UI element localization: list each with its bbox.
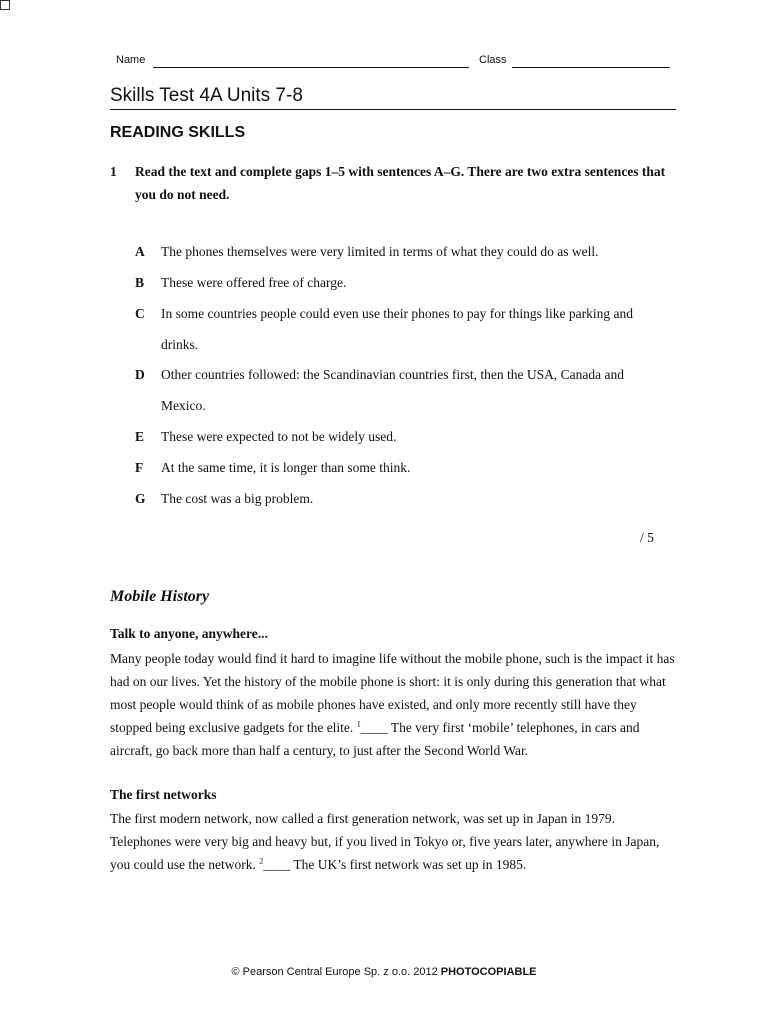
option-letter: B (135, 275, 145, 290)
article-subheading: Talk to anyone, anywhere... (110, 626, 268, 641)
article-paragraph (110, 807, 678, 876)
copyright-text: © Pearson Central Europe Sp. z o.o. 2012 (231, 966, 441, 978)
article-subheading: The first networks (110, 787, 217, 802)
option-letter: G (135, 491, 146, 506)
class-field-line[interactable] (512, 67, 670, 68)
option-letter: D (135, 367, 145, 382)
paragraph-text: Many people today would find it hard to imagine life without the mobile phone, such is the impact it has had on our lives. Yet the history of the mobile phone is short: it is only during this generation that what most people would think of as mobile phones have existed, and only more recently still have they stopped being exclusive gadgets for the elite. (110, 651, 675, 735)
paragraph-text: The UK’s first network was set up in 1985. (290, 857, 527, 872)
option-letter: E (135, 429, 145, 444)
option-text: These were offered free of charge. (161, 275, 347, 290)
gap-number: 1 (356, 719, 361, 729)
gap-2 (259, 857, 290, 872)
article-paragraph (110, 647, 678, 762)
gap-blank: ____ (360, 720, 388, 735)
article-title: Mobile History (110, 588, 210, 605)
corner-checkbox (0, 0, 10, 10)
name-class-header (116, 54, 672, 70)
option-text: In some countries people could even use their phones to pay for things like parking and drinks. (161, 306, 634, 352)
paragraph-text: The first modern network, now called a first generation network, was set up in Japan in 1979. Telephones were very big and heavy but, if you lived in Tokyo or, five years later, anywhere in Japan, you could use the network. (110, 811, 660, 872)
option-text: The phones themselves were very limited in terms of what they could do as well. (161, 244, 599, 259)
option-letter: F (135, 460, 144, 475)
footer (0, 966, 768, 978)
task-instruction: Read the text and complete gaps 1–5 with sentences A–G. There are two extra sentences that you do not need. (135, 164, 666, 202)
option-letter: A (135, 244, 145, 259)
option-text: At the same time, it is longer than some think. (161, 460, 411, 475)
option-letter: C (135, 306, 145, 321)
class-label: Class (479, 54, 507, 66)
task-number: 1 (110, 164, 117, 179)
page-title: Skills Test 4A Units 7-8 (110, 84, 676, 110)
gap-1 (357, 720, 388, 735)
section-title: READING SKILLS (110, 124, 246, 141)
score-marker: / 5 (640, 530, 654, 545)
option-text: The cost was a big problem. (161, 491, 314, 506)
paragraph-text: The very first ‘mobile’ telephones, in cars and aircraft, go back more than half a century, to just after the Second World War. (110, 720, 640, 758)
name-label: Name (116, 54, 146, 66)
gap-number: 2 (259, 856, 264, 866)
option-text: These were expected to not be widely used. (161, 429, 397, 444)
photocopiable-label: PHOTOCOPIABLE (440, 966, 537, 978)
option-text: Other countries followed: the Scandinavian countries first, then the USA, Canada and Mexico. (161, 367, 625, 413)
name-field-line[interactable] (153, 67, 469, 68)
gap-blank: ____ (263, 857, 291, 872)
